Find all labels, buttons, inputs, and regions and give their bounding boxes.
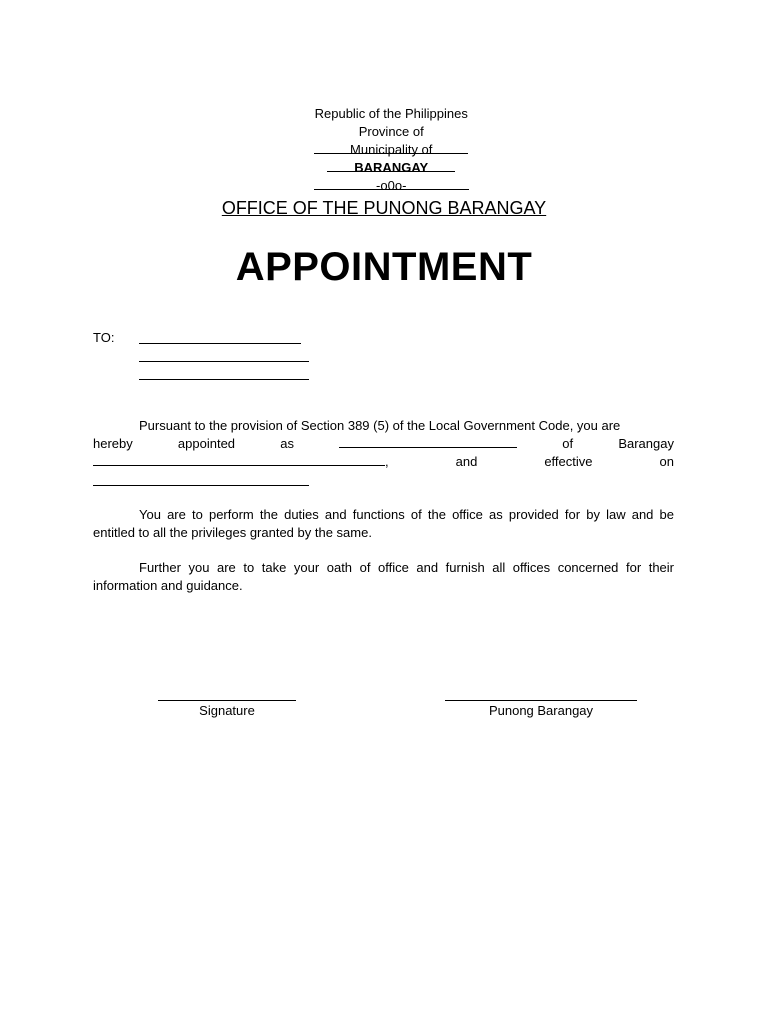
signature-label: Signature bbox=[199, 703, 255, 718]
barangay-name-group bbox=[93, 453, 389, 471]
to-label: TO: bbox=[93, 330, 115, 345]
word-and: and bbox=[455, 454, 478, 469]
word-hereby: hereby bbox=[93, 436, 133, 451]
municipality-label: Municipality of bbox=[350, 142, 433, 157]
word-on: on bbox=[659, 454, 674, 469]
paragraph-3 bbox=[93, 559, 674, 595]
paragraph-1-line-2 bbox=[93, 435, 674, 453]
signature-line[interactable] bbox=[158, 700, 296, 701]
paragraph-2-text: You are to perform the duties and functions of the office as provided for by law and be entitled to all the privileges granted by the same. bbox=[93, 507, 674, 540]
office-title: OFFICE OF THE PUNONG BARANGAY bbox=[221, 198, 547, 218]
punong-barangay-line[interactable] bbox=[445, 700, 637, 701]
paragraph-1-text: Pursuant to the provision of Section 389 (5) of the Local Government Code, you are bbox=[139, 418, 621, 433]
punong-barangay-label: Punong Barangay bbox=[488, 703, 594, 718]
paragraph-1-line-3 bbox=[93, 453, 674, 471]
paragraph-3-text: Further you are to take your oath of office and furnish all offices concerned for their information and guidance. bbox=[93, 560, 674, 593]
paragraph-1-line-1 bbox=[93, 417, 674, 435]
country-text: Republic of the Philippines bbox=[314, 106, 468, 121]
comma-text: , bbox=[385, 454, 389, 469]
word-effective: effective bbox=[544, 454, 593, 469]
addressee-line-2[interactable] bbox=[139, 361, 309, 362]
province-label: Province of bbox=[358, 124, 424, 139]
paragraph-2 bbox=[93, 506, 674, 542]
document-title: APPOINTMENT bbox=[235, 245, 533, 289]
addressee-line-1[interactable] bbox=[139, 343, 301, 344]
separator-text: -o0o- bbox=[376, 178, 407, 193]
addressee-line-3[interactable] bbox=[139, 379, 309, 380]
barangay-label: BARANGAY bbox=[354, 160, 429, 175]
barangay-name-blank[interactable] bbox=[93, 453, 385, 466]
position-blank[interactable] bbox=[339, 435, 517, 448]
word-of: of bbox=[562, 436, 574, 451]
word-barangay: Barangay bbox=[618, 436, 674, 451]
effective-date-blank[interactable] bbox=[93, 485, 309, 486]
word-appointed: appointed bbox=[177, 436, 236, 451]
word-as: as bbox=[280, 436, 294, 451]
